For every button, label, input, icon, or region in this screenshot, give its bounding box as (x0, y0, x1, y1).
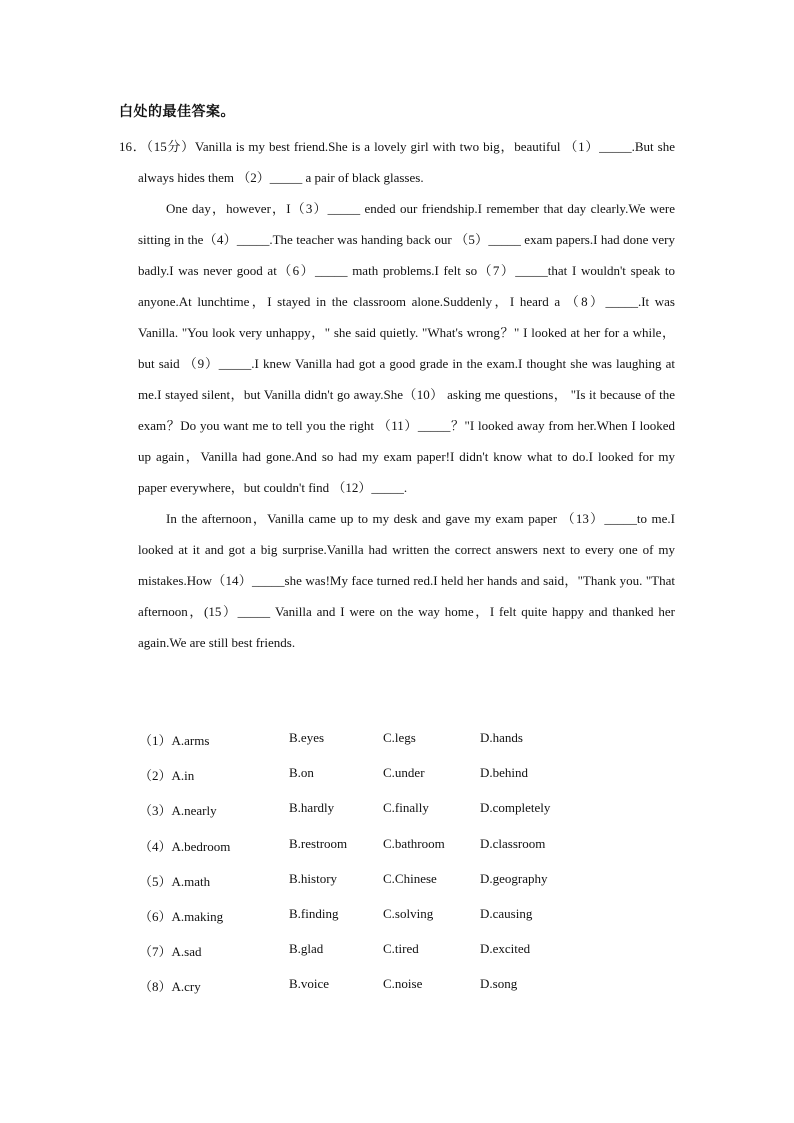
option-b: B.voice (289, 976, 330, 992)
option-b: B.eyes (289, 730, 325, 745)
option-a: （3）A.nearly (139, 803, 217, 819)
option-c: C.solving (383, 905, 434, 921)
option-c: C.legs (383, 730, 416, 745)
option-d: D.hands (480, 730, 523, 745)
passage-paragraph-3: In the afternoon，Vanilla came up to my desk and gave my exam paper （13）_____to me.I looked at it and got a big surprise.Vanilla had written the correct answers next to every one of my mistakes.How（14）_____she was!My face turned red.I held her hands and said，"Thank you. "That afternoon，(15）_____ Vanilla and I were on the way home，I felt quite happy and thanked her again.We are still best friends. (138, 511, 675, 650)
option-b: B.finding (289, 905, 339, 921)
option-d: D.completely (480, 800, 551, 816)
option-c: C.Chinese (383, 870, 437, 886)
option-d: D.excited (480, 941, 531, 957)
option-b: B.on (289, 765, 314, 781)
option-c: C.under (383, 765, 425, 781)
option-a: （8）A.cry (139, 979, 201, 995)
option-b: B.glad (289, 941, 324, 957)
question-number: 16． (119, 139, 147, 154)
passage-paragraph-1-start: Vanilla is my best friend.She is a lovely girl with two big，beautiful （1）_____.But she always hides them （2）_____ a pair of black glasses. (138, 139, 675, 185)
option-a: （5）A.math (139, 873, 211, 889)
option-a: （6）A.making (139, 908, 224, 924)
option-a: （2）A.in (139, 768, 195, 784)
option-d: D.geography (480, 870, 548, 886)
option-d: D.song (480, 976, 518, 992)
option-d: D.behind (480, 765, 529, 781)
option-a: （7）A.sad (139, 944, 202, 960)
option-d: D.classroom (480, 835, 546, 851)
instruction-heading: 白处的最佳答案。 (119, 104, 235, 120)
option-a: （4）A.bedroom (139, 838, 231, 854)
passage-paragraph-2: One day，however，I（3）_____ ended our friendship.I remember that day clearly.We were sitting in the（4）_____.The teacher was handing back our （5）_____ exam papers.I had done very badly.I was never good at（6）_____ math problems.I felt so（7）_____that I wouldn't speak to anyone.At lunchtime，I stayed in the classroom alone.Suddenly，I heard a （8）_____.It was Vanilla. "You look very unhappy，" she said quietly. "What's wrong？" I looked at her for a while，but said （9）_____.I knew Vanilla had got a good grade in the exam.I thought she was laughing at me.I stayed silent，but Vanilla didn't go away.She（10） asking me questions， "Is it because of the exam？Do you want me to tell you the right （11）_____？"I looked away from her.When I looked up again，Vanilla had gone.And so had my exam paper!I didn't know what to do.I looked for my paper everywhere，but couldn't find （12）_____. (138, 201, 675, 495)
option-a: （1）A.arms (139, 733, 210, 748)
option-b: B.restroom (289, 835, 348, 851)
option-b: B.hardly (289, 800, 335, 816)
question-first-line (119, 131, 675, 193)
option-c: C.noise (383, 976, 423, 992)
option-d: D.causing (480, 905, 533, 921)
option-c: C.tired (383, 941, 419, 957)
cloze-passage (119, 131, 675, 658)
question-points: （15分） (146, 139, 195, 154)
option-b: B.history (289, 870, 338, 886)
option-c: C.finally (383, 800, 429, 816)
option-c: C.bathroom (383, 835, 445, 851)
